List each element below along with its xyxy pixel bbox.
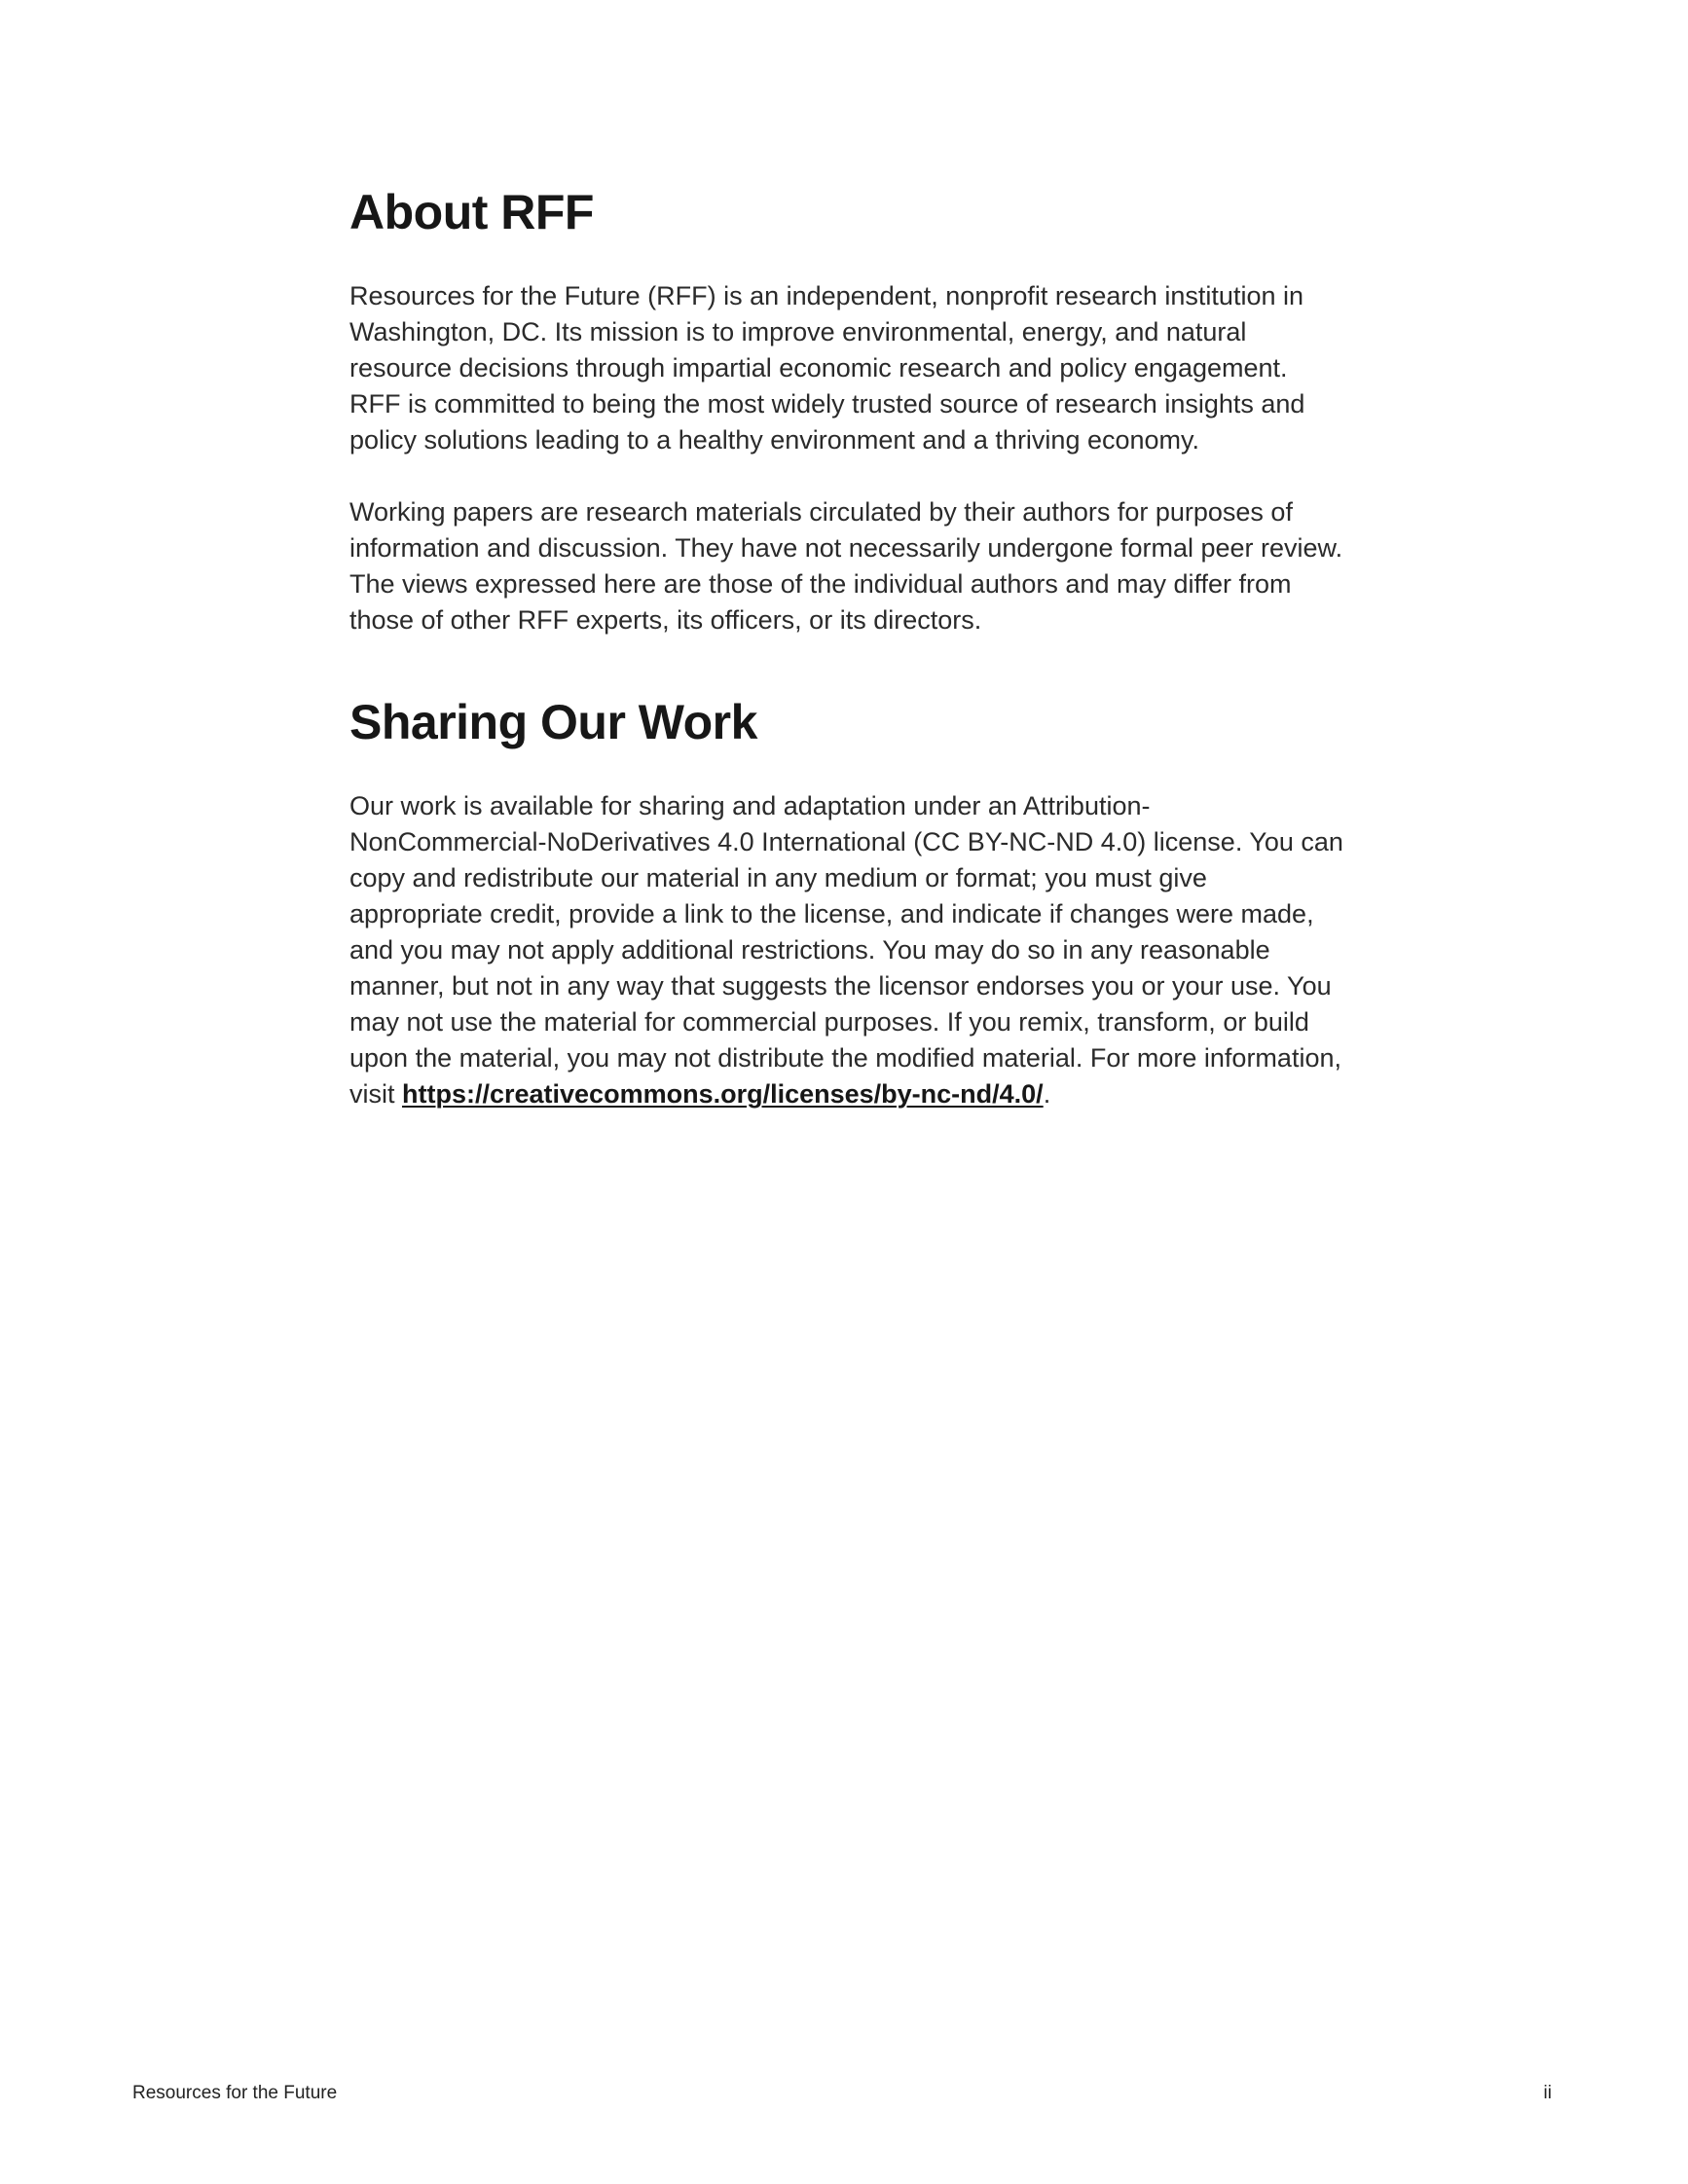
page-footer <box>132 2083 1552 2105</box>
sharing-text-after-link: . <box>1043 1079 1051 1109</box>
footer-organization-name: Resources for the Future <box>132 2083 338 2103</box>
about-rff-paragraph-2: Working papers are research materials circulated by their authors for purposes of information and discussion. They have not necessarily undergone formal peer review. The views expressed here are those of the individual authors and may differ from those of other RFF experts, its officers, or its directors. <box>349 497 1343 635</box>
page-content <box>349 185 1344 1148</box>
about-rff-paragraph-1: Resources for the Future (RFF) is an independent, nonprofit research institution in Washington, DC. Its mission is to improve environmental, energy, and natural resource decisions through impartial economic research and policy engagement. RFF is committed to being the most widely trusted source of research insights and policy solutions leading to a healthy environment and a thriving economy. <box>349 281 1305 455</box>
section-sharing-our-work <box>349 695 1344 1112</box>
sharing-our-work-heading: Sharing Our Work <box>349 695 757 749</box>
section-about-rff <box>349 185 1344 638</box>
about-rff-heading: About RFF <box>349 185 594 239</box>
sharing-our-work-paragraph <box>349 788 1344 1112</box>
sharing-text: Our work is available for sharing and adaptation under an Attribution-NonCommercial-NoDerivatives 4.0 International (CC BY-NC-ND 4.0) license. You can copy and redistribute our material in any medium or format; you must give appropriate credit, provide a link to the license, and indicate if changes were made, and you may not apply additional restrictions. You may do so in any reasonable manner, but not in any way that suggests the licensor endorses you or your use. You may not use the material for commercial purposes. If you remix, transform, or build upon the material, you may not distribute the modified material. For more information, visit <box>349 791 1343 1109</box>
footer-page-number: ii <box>1543 2083 1552 2103</box>
creative-commons-license-link[interactable]: https://creativecommons.org/licenses/by-nc-nd/4.0/ <box>402 1079 1044 1109</box>
